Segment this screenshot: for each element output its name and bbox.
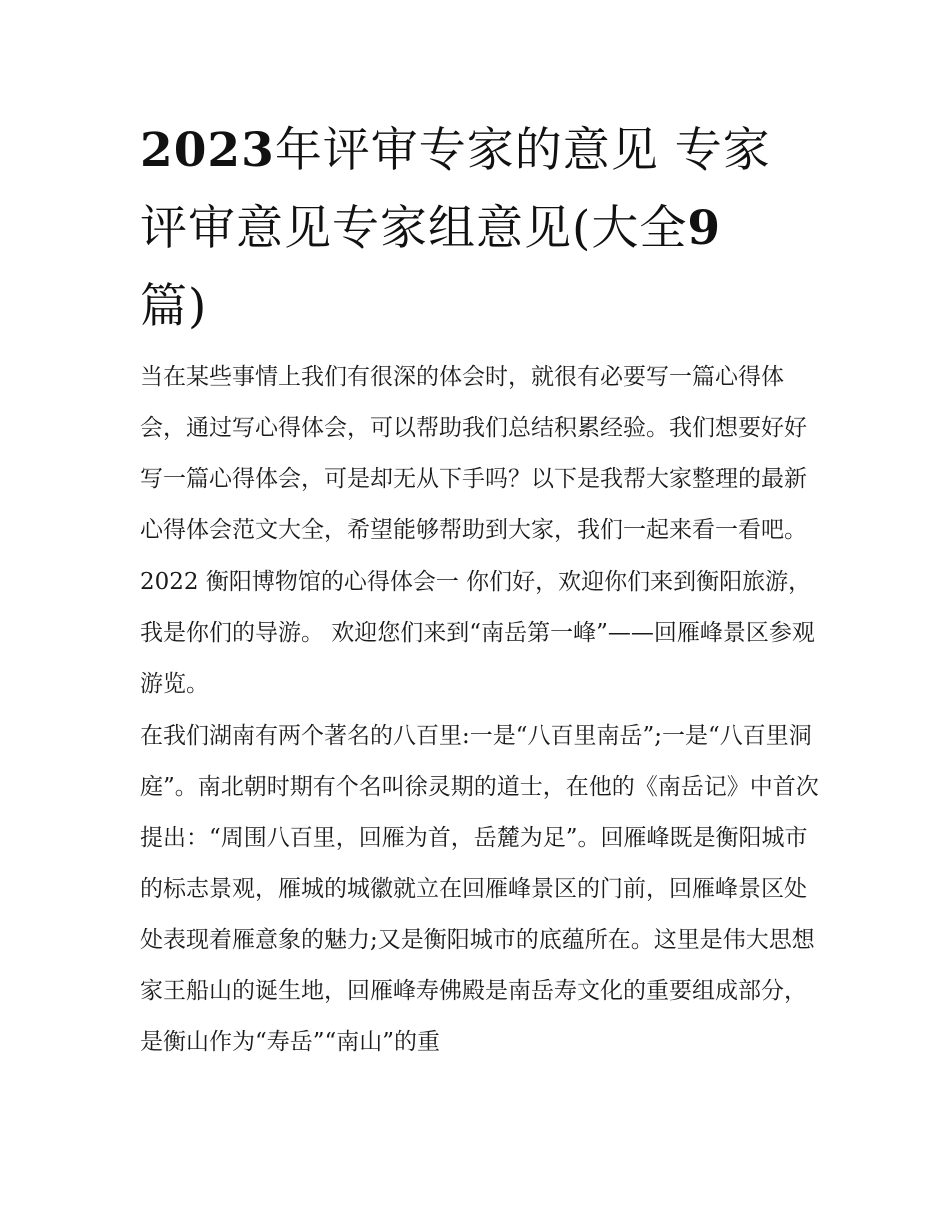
title-count: 9: [687, 201, 722, 256]
paragraph-intro: 当在某些事情上我们有很深的体会时，就很有必要写一篇心得体会，通过写心得体会，可以帮助我们总结积累经验。我们想要好好写一篇心得体会，可是却无从下手吗？以下是我帮大家整理的最新心得体会范文大全，希望能够帮助到大家，我们一起来看一看吧。: [140, 364, 807, 543]
document-title: [140, 112, 820, 346]
title-year: 2023: [140, 123, 275, 178]
paragraph-huiyan-peak: 在我们湖南有两个著名的八百里:一是“八百里南岳”;一是“八百里洞庭”。南北朝时期有个名叫徐灵期的道士，在他的《南岳记》中首次提出：“周围八百里，回雁为首，岳麓为足”。回雁峰既是衡阳城市的标志景观，雁城的城徽就立在回雁峰景区的门前，回雁峰景区处处表现着雁意象的魅力;又是衡阳城市的底蕴所在。这里是伟大思想家王船山的诞生地，回雁峰寿佛殿是南岳寿文化的重要组成部分，是衡山作为“寿岳”“南山”的重: [140, 723, 819, 1055]
title-line1-text: 年评审专家的意见 专家: [274, 123, 771, 178]
paragraph-museum: 2022 衡阳博物馆的心得体会一 你们好，欢迎你们来到衡阳旅游，我是你们的导游。 欢迎您们来到“南岳第一峰”——回雁峰景区参观游览。: [140, 569, 815, 697]
document-body: [140, 352, 820, 1068]
title-line3-text: 篇): [140, 279, 208, 334]
title-line2-text: 评审意见专家组意见(大全: [140, 201, 688, 256]
